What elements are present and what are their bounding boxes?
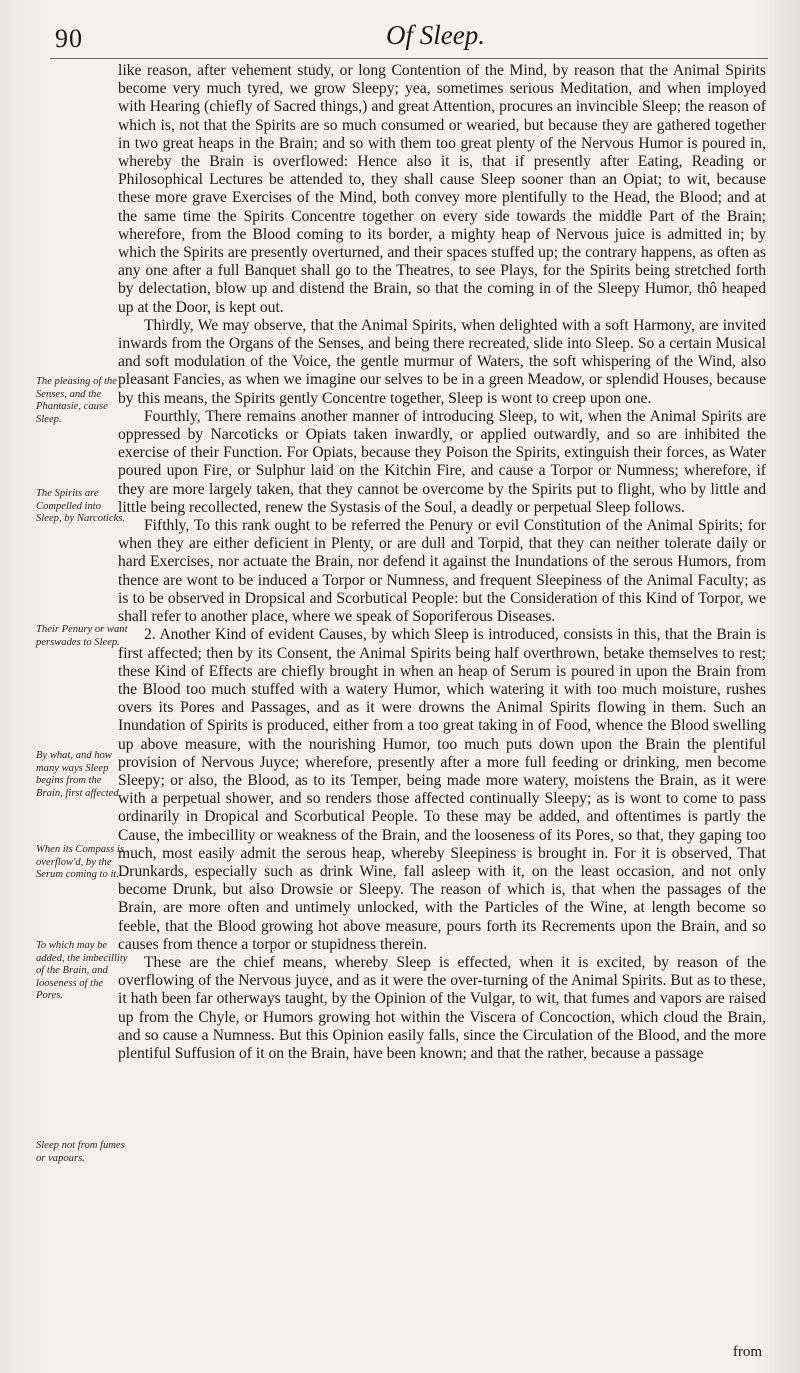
- page-number: 90: [55, 24, 83, 53]
- margin-note: The pleasing of the Senses, and the Phantasie, cause Sleep.: [36, 376, 117, 425]
- catchword: from: [732, 1344, 762, 1360]
- paragraph-second-cause: 2. Another Kind of evident Causes, by which Sleep is introduced, consists in this, that the Brain is first affected; then by its Consent, the Animal Spirits being half overthrown, betake themselves to rest; these Kind of Effects are chiefly brought in when an heap of Serum is poured in upon the Brain from the Blood too much stuffed with a watery Humor, which watering it with too much moisture, rushes overs its Pores and Passages, and as it were drowns the Animal Spirits flowing in them. Such an Inundation of Spirits is produced, either from a too great taking in of Food, whence the Blood swelling up above measure, with the nourishing Humor, too much puts down upon the Brain the plentiful provision of Nervous Juyce; wherefore, presently after a more full feeding or drinking, men become Sleepy; or also, the Blood, as to its Temper, being made more watery, moistens the Brain, as it were with a perpetual shower, and so renders those affected continually Sleepy; as is wont to come to pass ordinarily in Dropical and Scorbutical People. To these may be added, and oftentimes is partly the Cause, the imbecillity or weakness of the Brain, and the looseness of its Pores, so that, they gaping too much, most easily admit the serous heap, whereby Sleepiness is brought in. For it is observed, That Drunkards, especially such as drink Wine, fall asleep with it, on the least occasion, and not only become Drunk, but also Drowsie or Sleepy. The reason of which is, that when the passages of the Brain, are more often and untimely unlocked, with the Particles of the Wine, at length become so feeble, that the Blood growing hot above measure, pours forth its Recrements upon the Brain, and so causes from thence a torpor or stupidness therein.: [118, 626, 766, 953]
- margin-note: By what, and how many ways Sleep begins from the Brain, first affected.: [36, 750, 122, 799]
- running-head: Of Sleep.: [386, 20, 485, 50]
- margin-note: Their Penury or want perswades to Sleep.: [36, 624, 128, 648]
- margin-note: When its Compass is overflow'd, by the Serum coming to it.: [36, 844, 124, 881]
- margin-note: The Spirits are Compelled into Sleep, by Narcoticks.: [36, 488, 126, 525]
- paragraph-thirdly: Thirdly, We may observe, that the Animal Spirits, when delighted with a soft Harmony, are invited inwards from the Organs of the Senses, and being there recreated, slide into Sleep. So a certain Musical and soft modulation of the Voice, the gentle murmur of Waters, the soft whispering of the Wind, also pleasant Fancies, as when we imagine our selves to be in a green Meadow, or splendid Houses, because by this means, the Spirits gently Concentre together, Sleep is wont to creep upon one.: [118, 316, 766, 407]
- margin-note: To which may be added, the imbecillity of the Brain, and looseness of the Pores.: [36, 940, 128, 1002]
- paragraph-fourthly: Fourthly, There remains another manner of introducing Sleep, to wit, when the Animal Spirits are oppressed by Narcoticks or Opiats taken inwardly, or applied outwardly, and so are inhibited the exercise of their Function. For Opiats, because they Poison the Spirits, extinguish their forces, as Water poured upon Fire, or Sulphur laid on the Kitchin Fire, and cause a Torpor or Numness; wherefore, if they are more largely taken, that they cannot be overcome by the Spirits put to flight, who by little and little being recollected, renew the Systasis of the Soul, a deadly or perpetual Sleep follows.: [118, 407, 766, 516]
- header-rule: [50, 58, 768, 59]
- paragraph-fifthly: Fifthly, To this rank ought to be referred the Penury or evil Constitution of the Animal Spirits; for when they are either deficient in Plenty, or are dull and Torpid, that they can neither tolerate daily or hard Exercises, nor actuate the Brain, nor defend it against the Inundations of the serous Humors, from thence are wont to be induced a Torpor or Numness, and frequent Sleepiness of the Animal Faculty; as is to be observed in Dropsical and Scorbutical People: but the Consideration of this Kind of Torpor, we shall refer to another place, where we speak of Soporiferous Diseases.: [118, 517, 766, 626]
- paragraph-continuation: like reason, after vehement study, or long Contention of the Mind, by reason that the Animal Spirits become very much tyred, we grow Sleepy; yea, sometimes serious Meditation, and when imployed with Hearing (chiefly of Sacred things,) and great Attention, procures an invincible Sleep; the reason of which is, not that the Spirits are so much consumed or wearied, but because they are gathered together in two great heaps in the Brain; and so with them too great plenty of the Nervous Humor is poured in, whereby the Brain is overflowed: Hence also it is, that if presently after Eating, Reading or Philosophical Lectures be attended to, they shall cause Sleep sooner than an Opiat; to wit, because these more grave Exercises of the Mind, both convey more plentifully to the Head, the Blood; and at the same time the Spirits Concentre together on every side towards the middle Part of the Brain; wherefore, from the Blood coming to its border, a mighty heap of Nervous juice is admitted in; by which the Spirits are presently overturned, and their spaces stuffed up; the contrary happens, as often as any one after a full Banquet shall go to the Theatres, to see Plays, for the Spirits being stretched forth by delectation, blow up and distend the Brain, so that the coming in of the Sleepy Humor, thô heaped up at the Door, is kept out.: [118, 62, 766, 316]
- margin-note: Sleep not from fumes or vapours.: [36, 1140, 125, 1164]
- paragraph-chief-means: These are the chief means, whereby Sleep is effected, when it is excited, by reason of the overflowing of the Nervous juyce, and as it were the over-turning of the Animal Spirits. But as to these, it hath been far otherways taught, by the Opinion of the Vulgar, to wit, that fumes and vapors are raised up from the Chyle, or Humors growing hot within the Viscera of Concoction, which cloud the Brain, and so cause a Numness. But this Opinion easily falls, since the Circulation of the Blood, and the more plentiful Suffusion of it on the Brain, have been known; and that the rather, because a passage: [118, 953, 766, 1062]
- body-text: [118, 62, 766, 1063]
